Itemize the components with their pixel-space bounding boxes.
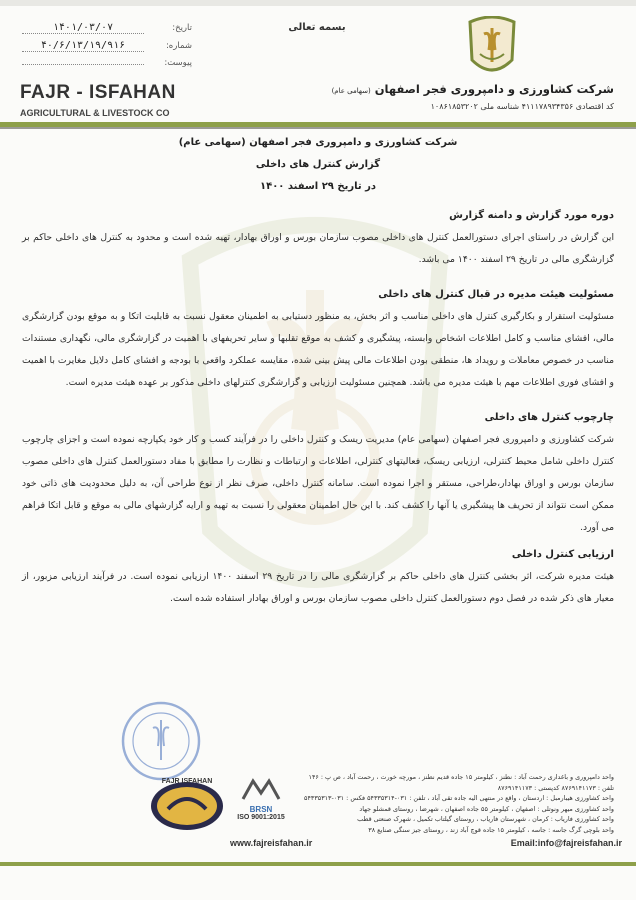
address-line: واحد کشاورزی میهر ونوتلی : اصفهان ، کیلومتر ۵۵ جاده اصفهان ، شهرضا ، روستای قمشلو جهاد [359,804,614,813]
attachment-label: پیوست: [164,58,192,68]
section-assessment [22,549,614,610]
section-board-responsibility [22,289,614,394]
meta-number [22,40,192,58]
number-value: ۴۰/۶/۱۳/۱۹/۹۱۶ [22,40,144,52]
iso-label: ISO 9001:2015 [237,814,285,821]
company-type: (سهامی عام) [331,87,371,95]
section-text: هیئت مدیره شرکت، اثر بخشی کنترل های داخلی حاکم بر گزارشگری مالی را در تاریخ ۲۹ اسفند ۱۴۰۰ ارزیابی نموده است. در فرآیند ارزیابی مزبور، از معیار های ذکر شده در فصل دوم دستورالعمل کنترل داخلی مصوب سازمان بورس و اوراق بهادار استفاده شده است. [22,571,614,604]
report-title-company: شرکت کشاورزی و دامپروری فجر اصفهان (سهامی عام) [178,137,458,148]
company-name: شرکت کشاورزی و دامپروری فجر اصفهان [374,82,614,96]
section-text: شرکت کشاورزی و دامپروری فجر اصفهان (سهامی عام) مدیریت ریسک و کنترل داخلی را در فرآیند کسب و کار خود یکپارچه نموده است و اجزای چارچوب کنترل داخلی شامل محیط کنترلی، ارزیابی ریسک، فعالیتهای کنترلی، اطلاعات و ارتباطات و نظارت را مطابق با مفاد دستورالعمل کنترل های داخلی مصوب سازمان بورس و اوراق بهادار،طراحی، مستقر و اجرا نموده است. سامانه کنترل داخلی، صرف نظر از نوع طراحی آن، به دلیل محدودیت های ذاتی خود ممکن است نتواند از تحریف ها پیشگیری یا آنها را کشف کند. با این حال اطمینان معقولی را نسبت به تهیه و ارایه گزارشهای مالی به موقع و قابل اتکا فراهم می آورد. [22,434,614,533]
website-link[interactable]: www.fajreisfahan.ir [230,838,313,848]
section-text: مسئولیت استقرار و بکارگیری کنترل های داخلی مناسب و اثر بخش، به منظور دستیابی به اطمینان معقول نسبت به قابلیت اتکا و به موقع بودن گزارشگری مالی، افشای مناسب و کامل اطلاعات اشخاص وابسته، پیشگیری و کشف به موقع تقلبها و سایر تحریفهای با اهمیت در گزارشگری مالی، نگهداری مستندات مناسب در خصوص معاملات و رویداد ها، منطقی بودن اطلاعات مالی پیش بینی شده، مقایسه عملکرد واقعی با بودجه و افشای کامل دلایل مغایرت با اهمیت و افشای فوری اطلاعات مهم با هیئت مدیره می باشد. همچنین مسئولیت ارزیابی و گزارشگری کنترلهای داخلی مذکور بر عهده هیئت مدیره است. [22,311,614,388]
footer-addresses [214,772,614,835]
report-body [22,210,614,620]
footer-divider [0,862,636,866]
brsn-label: BRSN [249,805,273,814]
address-line: واحد بلوچی گرگ جاسه : جاسه ، کیلومتر ۱۵ جاده قوچ آباد زند ، روستای جیز سنگی صنایع ۳۸ [368,825,614,834]
footer-contact [230,838,622,848]
date-label: تاریخ: [172,23,192,33]
address-line: واحد کشاورزی هیبارمبل : اردستان ، واقع در منتهی الیه جاده تقی آباد ، تلفن : ۰۳۱-۵۴۳۳۵۳۱۴ فکس : ۰۳۱-۵۴۳۳۵۳۱۳ [304,794,614,802]
section-heading: ارزیابی کنترل داخلی [511,549,614,560]
report-title: گزارش کنترل های داخلی [255,159,381,170]
section-heading: مسئولیت هیئت مدیره در قبال کنترل های داخلی [378,289,614,300]
attachment-value [22,64,144,65]
company-name-fa [274,82,614,96]
meta-date [22,22,192,40]
address-line: تلفن : ۸۷۶۹۱۴۱۱۷۳ کدپستی : ۸۷۶۹۱۴۱۱۷۳ [497,783,614,792]
section-heading: چارچوب کنترل های داخلی [484,412,614,423]
address-line: واحد دامپروری و باغداری رحمت آباد : نطنز ، کیلومتر ۱۵ جاده قدیم نطنز ، مورچه خورت ، رحمت آباد ، ص پ : ۱۴۶ [308,773,614,781]
brand-name: FAJR - ISFAHAN [20,82,176,103]
brand-subtitle: AGRICULTURAL & LIVESTOCK CO [20,108,170,118]
section-text: این گزارش در راستای اجرای دستورالعمل کنترل های داخلی مصوب سازمان بورس و اوراق بهادار، تهیه شده است و محدود به کنترل های داخلی حاکم بر گزارشگری مالی در تاریخ ۲۹ اسفند ۱۴۰۰ می باشد. [22,232,614,265]
company-stamp-icon [118,698,204,784]
report-title-block [60,132,576,198]
section-heading: دوره مورد گزارش و دامنه گزارش [449,210,614,221]
company-logo-icon [466,16,518,78]
header-divider-thin [0,127,636,129]
email-link[interactable]: Email:info@fajreisfahan.ir [510,838,622,848]
section-scope [22,210,614,271]
company-ids: کد اقتصادی ۴۱۱۱۷۸۹۳۴۳۵۶ شناسه ملی ۱۰۸۶۱۸۵۳۲۰۲ [430,102,614,111]
section-framework [22,412,614,539]
letter-meta [22,22,192,76]
number-label: شماره: [165,41,192,51]
report-date: در تاریخ ۲۹ اسفند ۱۴۰۰ [259,181,376,192]
bismillah: بسمه تعالی [288,22,346,33]
address-line: واحد کشاورزی فاریاب : کرمان ، شهرستان فاریاب ، روستای گیلتاب تکمیل ، شهرک صنعتی قطب [357,815,614,823]
meta-attachment [22,58,192,76]
badge-text: FAJR ISFAHAN [161,778,213,785]
date-value: ۱۴۰۱/۰۳/۰۷ [22,22,144,34]
top-edge [0,0,636,6]
